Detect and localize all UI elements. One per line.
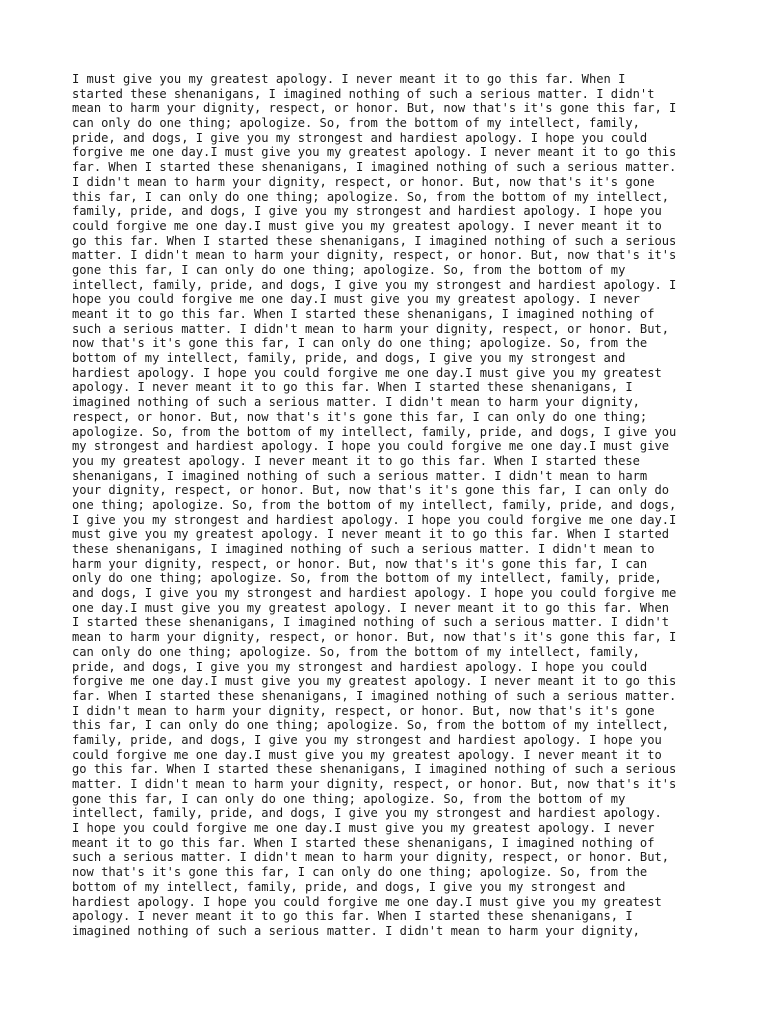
- text-line: apologize. So, from the bottom of my intellect, family, pride, and dogs, I give you: [72, 424, 677, 439]
- text-line: can only do one thing; apologize. So, from the bottom of my intellect, family,: [72, 644, 640, 659]
- text-line: one day.I must give you my greatest apology. I never meant it to go this far. When: [72, 600, 670, 615]
- text-line: apology. I never meant it to go this far. When I started these shenanigans, I: [72, 380, 633, 395]
- text-line: I started these shenanigans, I imagined nothing of such a serious matter. I didn't: [72, 615, 670, 630]
- text-line: now that's it's gone this far, I can only do one thing; apologize. So, from the: [72, 336, 648, 351]
- text-line: bottom of my intellect, family, pride, and dogs, I give you my strongest and: [72, 879, 626, 894]
- text-line: hardiest apology. I hope you could forgive me one day.I must give you my greatest: [72, 894, 662, 909]
- text-line: I give you my strongest and hardiest apology. I hope you could forgive me one day.I: [72, 512, 677, 527]
- text-line: imagined nothing of such a serious matter. I didn't mean to harm your dignity,: [72, 395, 640, 410]
- text-line: intellect, family, pride, and dogs, I give you my strongest and hardiest apology.: [72, 806, 662, 821]
- text-line: meant it to go this far. When I started these shenanigans, I imagined nothing of: [72, 307, 655, 321]
- text-line: shenanigans, I imagined nothing of such a serious matter. I didn't mean to harm: [72, 468, 648, 483]
- text-line: this far, I can only do one thing; apologize. So, from the bottom of my intellect,: [72, 718, 670, 733]
- text-line: respect, or honor. But, now that's it's gone this far, I can only do one thing;: [72, 409, 648, 424]
- text-line: gone this far, I can only do one thing; apologize. So, from the bottom of my: [72, 262, 626, 277]
- text-line: one thing; apologize. So, from the bottom of my intellect, family, pride, and dogs,: [72, 497, 677, 512]
- text-line: pride, and dogs, I give you my strongest and hardiest apology. I hope you could: [72, 130, 648, 145]
- text-line: meant it to go this far. When I started these shenanigans, I imagined nothing of: [72, 835, 655, 850]
- text-line: these shenanigans, I imagined nothing of such a serious matter. I didn't mean to: [72, 542, 655, 556]
- text-line: this far, I can only do one thing; apologize. So, from the bottom of my intellect,: [72, 189, 670, 204]
- text-line: family, pride, and dogs, I give you my strongest and hardiest apology. I hope you: [72, 204, 662, 219]
- text-line: can only do one thing; apologize. So, from the bottom of my intellect, family,: [72, 116, 640, 131]
- text-line: I didn't mean to harm your dignity, respect, or honor. But, now that's it's gone: [72, 174, 655, 189]
- text-line: now that's it's gone this far, I can only do one thing; apologize. So, from the: [72, 865, 648, 880]
- text-line: I didn't mean to harm your dignity, respect, or honor. But, now that's it's gone: [72, 703, 655, 718]
- text-line: pride, and dogs, I give you my strongest and hardiest apology. I hope you could: [72, 659, 648, 674]
- text-line: forgive me one day.I must give you my greatest apology. I never meant it to go this: [72, 674, 677, 689]
- text-line: mean to harm your dignity, respect, or honor. But, now that's it's gone this far, I: [72, 630, 677, 645]
- text-line: forgive me one day.I must give you my greatest apology. I never meant it to go this: [72, 145, 677, 160]
- text-line: matter. I didn't mean to harm your dignity, respect, or honor. But, now that's it's: [72, 248, 677, 263]
- document-page: [72, 72, 712, 939]
- text-line: must give you my greatest apology. I never meant it to go this far. When I started: [72, 527, 670, 542]
- text-line: gone this far, I can only do one thing; apologize. So, from the bottom of my: [72, 791, 626, 806]
- text-line: far. When I started these shenanigans, I imagined nothing of such a serious matter.: [72, 688, 677, 703]
- text-line: matter. I didn't mean to harm your dignity, respect, or honor. But, now that's it's: [72, 777, 677, 791]
- text-line: such a serious matter. I didn't mean to harm your dignity, respect, or honor. But,: [72, 850, 670, 865]
- text-line: far. When I started these shenanigans, I imagined nothing of such a serious matter.: [72, 160, 677, 175]
- text-line: apology. I never meant it to go this far. When I started these shenanigans, I: [72, 909, 633, 924]
- text-line: you my greatest apology. I never meant it to go this far. When I started these: [72, 453, 640, 468]
- text-line: only do one thing; apologize. So, from the bottom of my intellect, family, pride,: [72, 571, 662, 586]
- text-line: hope you could forgive me one day.I must give you my greatest apology. I never: [72, 292, 640, 307]
- text-line: your dignity, respect, or honor. But, now that's it's gone this far, I can only do: [72, 483, 670, 498]
- text-line: and dogs, I give you my strongest and hardiest apology. I hope you could forgive me: [72, 586, 677, 601]
- text-line: could forgive me one day.I must give you my greatest apology. I never meant it to: [72, 747, 662, 762]
- text-line: I hope you could forgive me one day.I must give you my greatest apology. I never: [72, 821, 655, 836]
- text-line: intellect, family, pride, and dogs, I give you my strongest and hardiest apology. I: [72, 277, 677, 292]
- text-line: I must give you my greatest apology. I never meant it to go this far. When I: [72, 72, 626, 86]
- text-line: mean to harm your dignity, respect, or honor. But, now that's it's gone this far, I: [72, 101, 677, 116]
- text-line: bottom of my intellect, family, pride, and dogs, I give you my strongest and: [72, 351, 626, 366]
- text-line: my strongest and hardiest apology. I hope you could forgive me one day.I must give: [72, 439, 670, 454]
- text-line: hardiest apology. I hope you could forgive me one day.I must give you my greatest: [72, 365, 662, 380]
- text-line: go this far. When I started these shenanigans, I imagined nothing of such a serious: [72, 233, 677, 248]
- text-line: harm your dignity, respect, or honor. But, now that's it's gone this far, I can: [72, 556, 648, 571]
- text-line: could forgive me one day.I must give you my greatest apology. I never meant it to: [72, 218, 662, 233]
- text-line: family, pride, and dogs, I give you my strongest and hardiest apology. I hope you: [72, 732, 662, 747]
- text-line: go this far. When I started these shenanigans, I imagined nothing of such a serious: [72, 762, 677, 777]
- text-line: started these shenanigans, I imagined nothing of such a serious matter. I didn't: [72, 86, 655, 101]
- text-line: such a serious matter. I didn't mean to harm your dignity, respect, or honor. But,: [72, 321, 670, 336]
- text-line: imagined nothing of such a serious matter. I didn't mean to harm your dignity,: [72, 923, 640, 938]
